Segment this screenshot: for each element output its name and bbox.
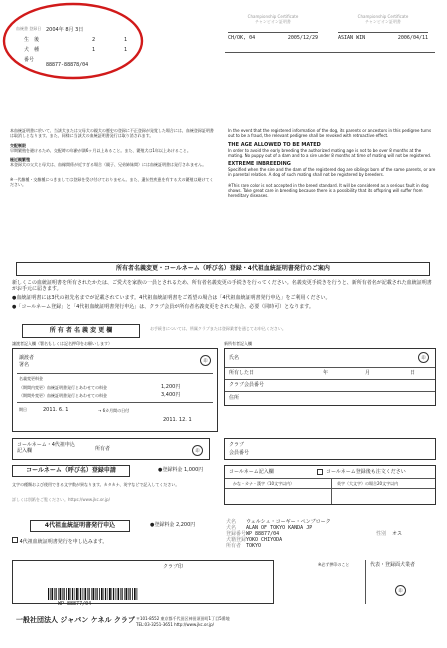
notes-en-note: ※This rare color is not accepted in the breed standard. It will be considered as a serious fault in dog shows. Take great care in breeding because there is a possibility that its offspring will suffer from hereditary diseases. <box>228 183 429 198</box>
reg-val-1: 2 <box>92 37 96 43</box>
ped-label-2: 登録番号 <box>226 531 247 537</box>
notes-en-intro: In the event that the registered information of the dog, its parents or ancestors in this pedigree turns out to be a fraud, the relevant pedigree shall be revoked with retroactive effect. <box>228 128 432 138</box>
notes-jp-intro: 本血統証明書に於いて、当該犬または父母犬の親犬の歴史の登録に不正登録が発覚した場合には、血統登録証明書は取消しとなります。また、同様に当該犬の血統証明書発行は取り消されます。 <box>10 128 214 138</box>
callname-note: 詳しくは別紙をご覧ください。https://www.jkc.or.jp/ <box>12 497 110 502</box>
callname-desc: 文字の種類および使用できる文字数が異なります。カタカナ、英字などで記入してください。 <box>12 482 180 487</box>
pedigree4-title-box <box>30 520 130 532</box>
callname-col2: 英字（大文字）の場合20文字以内 <box>337 481 399 486</box>
period-to: 2011. 12. 1 <box>163 417 192 423</box>
guide-title: 所有者名義変更・コールネーム（呼び名）登録・4代祖血統証明書発行のご案内 <box>116 265 330 272</box>
notes-jp-p1: 早期繁殖を避けるため、交配時の年齢が満6ヶ月以上あること。また、繁殖犬は1年以上あけること。 <box>10 148 191 153</box>
period-from: 2011. 6. 1 <box>43 407 69 413</box>
fee-in-period-label: （期間内変更）血統証明書発行とあわせての料金 <box>19 385 107 390</box>
pedigree4-checkbox[interactable] <box>12 537 18 543</box>
ped-value-4: TOKYO <box>246 543 262 549</box>
callname-member-label: 会員番号 <box>229 450 250 456</box>
champ-cert-1 <box>228 14 318 54</box>
champ-cert-2-sub: チャンピオン証明書 <box>365 19 401 24</box>
fee-label: 名義変更料金 <box>19 376 43 381</box>
transferor-box <box>12 348 218 432</box>
stamp-note: ※必ず押印のこと <box>318 562 350 567</box>
reg-number: 88877-88878/04 <box>46 62 89 68</box>
callname-entry-header2: コールネーム登録後も注文ください <box>326 469 406 475</box>
callname-fee-value: 1,000円 <box>183 467 204 473</box>
callname-club-label: クラブ <box>229 442 245 448</box>
notes-jp-note: ※一代雑種・交雑種につきましては登録を受け付けておりません。また、遺伝性疾患を有する犬の繁殖は避けてください。 <box>10 177 214 187</box>
guide-body <box>12 280 436 310</box>
new-owner-box <box>224 348 436 406</box>
champ-cert-1-date: 2005/12/29 <box>287 35 318 41</box>
owner-form-note: お手続きについては、所属クラブまたは登録業者を通じてお申込ください。 <box>150 326 286 331</box>
barcode <box>48 588 138 600</box>
owner-form-title-box <box>22 324 140 338</box>
new-owner-stamp[interactable]: 印 <box>418 352 429 363</box>
champ-cert-1-header: Championship Certificate <box>247 14 299 19</box>
new-owner-header: 新所有者記入欄 <box>224 341 252 346</box>
notes-en-h2: EXTREME INBREEDING <box>228 161 291 167</box>
period-label: 期日 <box>19 407 27 412</box>
agent-stamp[interactable]: 印 <box>395 585 406 596</box>
org-contact: TEL:03-3251-3651 http://www.jkc.or.jp/ <box>136 622 215 627</box>
callname-entry-header: コールネーム記入欄 <box>229 469 274 475</box>
champ-cert-2-date: 2006/04/11 <box>397 35 428 41</box>
notes-en-p1: In order to avoid the early breeding the authorized mating age is not to be over 8 months at the mating. No puppy out of a dam and to a sire under 8 months at time of mating will not be registered. <box>228 148 432 158</box>
guide-p1: 新しくこの血統証明書を所有されたかたは、ご愛犬を家族の一員とされるため、所有者名義変更の手続きを行ってください。名義変更手続きを行うと、新所有者名が記載された血統証明書がお手元に届きます。 <box>12 280 432 292</box>
ped-value-2: WP 88877/04 <box>246 531 280 537</box>
notes-en-h1: THE AGE ALLOWED TO BE MATED <box>228 142 321 148</box>
champ-cert-1-code: CH/OK, 04 <box>228 35 256 41</box>
org-address: 〒101-8552 東京都千代田区神田須田町1丁目5番地 <box>136 616 230 621</box>
pedigree4-check-row <box>12 537 107 545</box>
org-name: 一般社団法人 ジャパン ケネル クラブ <box>16 615 135 624</box>
callname-checkbox[interactable] <box>317 469 323 475</box>
fee-out-period-label: （期間外変更）血統証明書発行とあわせての料金 <box>19 393 107 398</box>
date-unit-day: 日 <box>410 370 416 376</box>
address-label: 住所 <box>229 395 240 401</box>
callname-col1: かな・カナ・漢字（10文字以内） <box>233 481 295 486</box>
guide-title-box <box>16 262 430 276</box>
date-unit-month: 月 <box>365 370 371 376</box>
pedigree4-fields <box>226 519 436 549</box>
reg-label-1: 血統書 登録日 <box>16 26 42 31</box>
reg-row-3: 犬 種 <box>24 47 40 53</box>
ped-label-3: 犬籍登録 <box>226 537 247 543</box>
club-stamp-label: クラブ印 <box>163 564 184 570</box>
champ-cert-2 <box>338 14 428 54</box>
callname-fee: ●登録料金 1,000円 <box>158 467 204 473</box>
ped-value-1: ALAN OF TOKYO KANDA JP <box>246 525 313 531</box>
pedigree4-title: 4代祖血統証明書発行申込 <box>44 522 116 529</box>
champ-cert-2-code: ASIAN WIN <box>338 35 366 41</box>
ped-label-4: 所有者 <box>226 543 242 549</box>
guide-b2: ●「コールネーム登録」と「4代祖血統証明書発行申込」は、クラブ会員が所有者名義変更をされた場合、必要（同時可）となります。 <box>12 304 314 310</box>
callname-owner-stamp[interactable]: 印 <box>192 445 203 456</box>
callname-title-box <box>12 465 130 477</box>
notes-en-p2: Specified when the sire and the dam of the registered dog are siblings born of the same parents, or are in parental relation. A dog of such mating shall not be registered by breeders. <box>228 167 436 177</box>
agent-label: 代表・登録面犬業者 <box>370 562 416 568</box>
pedigree4-check-label: 4代祖血統証明書発行を申し込みます。 <box>19 539 108 545</box>
reg-right-digit-1: 1 <box>124 37 128 43</box>
champ-cert-2-header: Championship Certificate <box>357 14 409 19</box>
pedigree4-fee: ●登録料金 2,200円 <box>150 522 196 528</box>
transferor-stamp[interactable]: 印 <box>200 355 211 366</box>
reg-date: 2004年 8月 3日 <box>46 27 84 33</box>
ped-value-3: YOKO CHIYODA <box>246 537 283 543</box>
champ-cert-1-sub: チャンピオン証明書 <box>255 19 291 24</box>
transferor-sign-label: 署名 <box>19 362 30 368</box>
callname-owner-field: 所有者 <box>95 446 111 452</box>
reg-val-2: 1 <box>92 47 96 53</box>
callname-club-row <box>224 438 436 460</box>
new-owner-name-label: 氏名 <box>229 355 240 361</box>
ped-value-0: ウェルシュ・コーギー・ペンブローク <box>246 519 331 525</box>
notes-jp-p2: 本登録犬の父犬と母犬は、血縁関係が近すぎる場合（親子、兄弟姉妹間）には血統証明書は発行されません。 <box>10 162 207 167</box>
barcode-text: WP 88877/04 <box>58 601 92 607</box>
ped-gender-label: 性別 <box>376 531 387 537</box>
owner-form-title: 所 有 者 名 義 変 更 欄 <box>49 327 113 334</box>
reg-row-2: 生 後 <box>24 37 40 43</box>
ped-label-1: 犬名 <box>226 525 237 531</box>
notes-en <box>228 128 436 198</box>
notes-jp-h2: 極近親繁殖 <box>10 157 30 162</box>
notes-jp <box>10 128 215 187</box>
club-member-label: クラブ会員番号 <box>229 382 265 388</box>
ped-label-0: 犬名 <box>226 519 237 525</box>
transferor-header: 譲渡者記入欄（署名もしくは記名押印をお願いします） <box>12 341 112 346</box>
fee-out-period-value: 3,400円 <box>161 392 181 398</box>
pedigree4-fee-value: 2,200円 <box>175 522 196 528</box>
guide-b1: ●血統証明書には3代の祖先名までが記載されています。4代祖血統証明書をご希望の場合は「4代祖血統証明書発行申込」をご利用ください。 <box>12 295 331 301</box>
callname-owner-row <box>12 438 210 460</box>
reg-row-4: 番号 <box>24 57 35 63</box>
callname-entry-box <box>224 465 436 505</box>
fee-in-period-value: 1,200円 <box>161 384 181 390</box>
period-mid: → 6カ月間の日付 <box>98 408 130 413</box>
owned-date-label: 所有した日 <box>229 370 255 376</box>
ped-gender-value: オス <box>392 531 402 537</box>
callname-owner-label: コールネーム・4代祖申込記入欄 <box>17 442 75 454</box>
highlight-oval <box>0 0 150 80</box>
date-unit-year: 年 <box>323 370 329 376</box>
notes-jp-h1: 交配制限 <box>10 143 26 148</box>
reg-right-digit-2: 1 <box>124 47 128 53</box>
transferor-label: 譲渡者 <box>19 355 35 361</box>
callname-title: コールネーム（呼び名）登録申請 <box>26 467 116 474</box>
